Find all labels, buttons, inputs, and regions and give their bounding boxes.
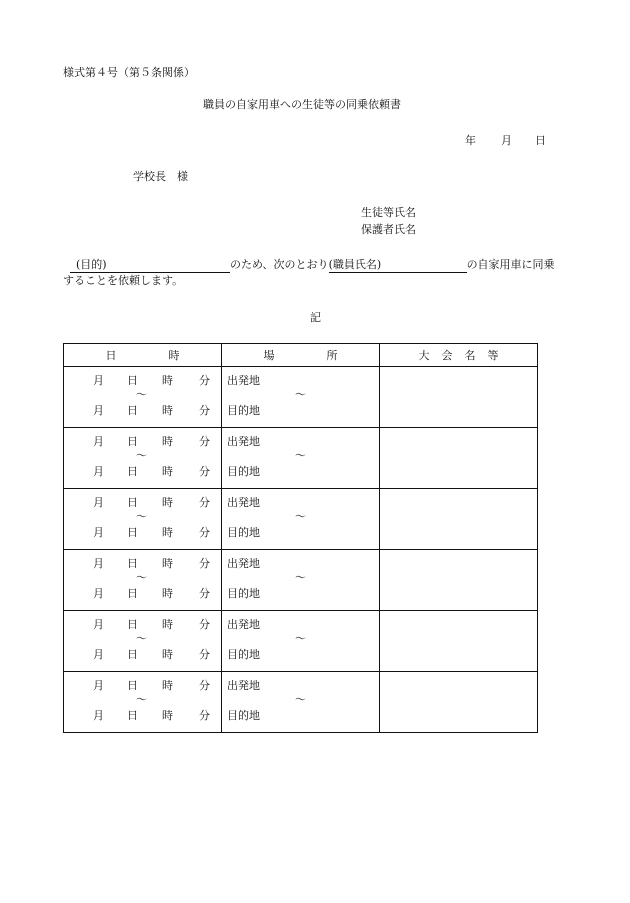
start-minute-unit: 分: [199, 435, 210, 448]
place-tilde: ～: [295, 388, 306, 401]
end-minute-unit: 分: [199, 587, 210, 600]
destination-label: 目的地: [227, 465, 260, 478]
start-minute-unit: 分: [199, 679, 210, 692]
datetime-cell[interactable]: [64, 367, 222, 428]
ki-label: 記: [310, 311, 321, 324]
start-hour-unit: 時: [162, 496, 173, 509]
range-tilde: ～: [136, 571, 147, 584]
table-row: [64, 489, 538, 550]
start-month-unit: 月: [93, 496, 104, 509]
place-tilde: ～: [295, 449, 306, 462]
body-text-3: することを依頼します。: [63, 274, 184, 287]
datetime-cell[interactable]: [64, 672, 222, 733]
datetime-cell[interactable]: [64, 489, 222, 550]
departure-label: 出発地: [227, 679, 260, 692]
table-row: [64, 428, 538, 489]
staff-name-label: (職員氏名): [328, 258, 382, 271]
destination-label: 目的地: [227, 648, 260, 661]
start-month-unit: 月: [93, 679, 104, 692]
event-cell[interactable]: [380, 489, 538, 550]
start-hour-unit: 時: [162, 374, 173, 387]
range-tilde: ～: [136, 693, 147, 706]
place-tilde: ～: [295, 632, 306, 645]
end-hour-unit: 時: [162, 465, 173, 478]
end-month-unit: 月: [93, 465, 104, 478]
end-month-unit: 月: [93, 648, 104, 661]
form-number: 様式第４号（第５条関係）: [63, 66, 195, 79]
place-tilde: ～: [295, 571, 306, 584]
end-day-unit: 日: [127, 709, 138, 722]
destination-label: 目的地: [227, 404, 260, 417]
end-hour-unit: 時: [162, 526, 173, 539]
end-month-unit: 月: [93, 526, 104, 539]
departure-label: 出発地: [227, 374, 260, 387]
start-month-unit: 月: [93, 435, 104, 448]
date-year-label: 年: [465, 134, 476, 147]
event-cell[interactable]: [380, 672, 538, 733]
place-tilde: ～: [295, 693, 306, 706]
guardian-name-label: 保護者氏名: [361, 223, 416, 236]
body-text-1: のため、次のとおり: [230, 258, 329, 271]
purpose-label: (目的): [76, 258, 107, 271]
end-day-unit: 日: [127, 465, 138, 478]
end-minute-unit: 分: [199, 404, 210, 417]
departure-label: 出発地: [227, 557, 260, 570]
table-row: [64, 611, 538, 672]
place-cell[interactable]: [222, 611, 380, 672]
place-cell[interactable]: [222, 428, 380, 489]
date-day-label: 日: [535, 134, 546, 147]
trip-table: [63, 343, 538, 733]
date-month-label: 月: [501, 134, 512, 147]
range-tilde: ～: [136, 388, 147, 401]
start-minute-unit: 分: [199, 557, 210, 570]
end-minute-unit: 分: [199, 709, 210, 722]
body-text-2: の自家用車に同乗: [466, 258, 555, 271]
start-minute-unit: 分: [199, 496, 210, 509]
datetime-cell[interactable]: [64, 550, 222, 611]
start-day-unit: 日: [127, 435, 138, 448]
start-minute-unit: 分: [199, 618, 210, 631]
destination-label: 目的地: [227, 587, 260, 600]
end-day-unit: 日: [127, 404, 138, 417]
event-cell[interactable]: [380, 550, 538, 611]
destination-label: 目的地: [227, 526, 260, 539]
range-tilde: ～: [136, 510, 147, 523]
range-tilde: ～: [136, 632, 147, 645]
purpose-field[interactable]: [70, 258, 230, 273]
start-month-unit: 月: [93, 374, 104, 387]
end-hour-unit: 時: [162, 709, 173, 722]
end-minute-unit: 分: [199, 648, 210, 661]
end-day-unit: 日: [127, 587, 138, 600]
start-month-unit: 月: [93, 557, 104, 570]
departure-label: 出発地: [227, 496, 260, 509]
start-day-unit: 日: [127, 679, 138, 692]
place-cell[interactable]: [222, 489, 380, 550]
table-row: [64, 672, 538, 733]
datetime-cell[interactable]: [64, 428, 222, 489]
start-minute-unit: 分: [199, 374, 210, 387]
end-month-unit: 月: [93, 587, 104, 600]
departure-label: 出発地: [227, 618, 260, 631]
start-day-unit: 日: [127, 374, 138, 387]
end-hour-unit: 時: [162, 648, 173, 661]
end-day-unit: 日: [127, 526, 138, 539]
table-row: [64, 367, 538, 428]
destination-label: 目的地: [227, 709, 260, 722]
header-place: 場 所: [222, 344, 380, 367]
student-name-label: 生徒等氏名: [361, 206, 416, 219]
start-hour-unit: 時: [162, 679, 173, 692]
range-tilde: ～: [136, 449, 147, 462]
event-cell[interactable]: [380, 367, 538, 428]
event-cell[interactable]: [380, 428, 538, 489]
end-month-unit: 月: [93, 404, 104, 417]
place-tilde: ～: [295, 510, 306, 523]
place-cell[interactable]: [222, 367, 380, 428]
start-day-unit: 日: [127, 618, 138, 631]
start-hour-unit: 時: [162, 435, 173, 448]
start-month-unit: 月: [93, 618, 104, 631]
start-day-unit: 日: [127, 557, 138, 570]
place-cell[interactable]: [222, 672, 380, 733]
end-minute-unit: 分: [199, 465, 210, 478]
start-hour-unit: 時: [162, 557, 173, 570]
place-cell[interactable]: [222, 550, 380, 611]
event-cell[interactable]: [380, 611, 538, 672]
table-header-row: [64, 344, 538, 367]
form-title: 職員の自家用車への生徒等の同乗依頼書: [203, 98, 401, 111]
start-hour-unit: 時: [162, 618, 173, 631]
end-minute-unit: 分: [199, 526, 210, 539]
start-day-unit: 日: [127, 496, 138, 509]
request-line-1: [70, 258, 555, 273]
end-month-unit: 月: [93, 709, 104, 722]
staff-name-field[interactable]: [329, 258, 467, 273]
header-datetime: 日 時: [64, 344, 222, 367]
datetime-cell[interactable]: [64, 611, 222, 672]
addressee: 学校長 様: [133, 170, 188, 183]
end-day-unit: 日: [127, 648, 138, 661]
table-row: [64, 550, 538, 611]
end-hour-unit: 時: [162, 404, 173, 417]
header-event: 大 会 名 等: [380, 344, 538, 367]
departure-label: 出発地: [227, 435, 260, 448]
end-hour-unit: 時: [162, 587, 173, 600]
